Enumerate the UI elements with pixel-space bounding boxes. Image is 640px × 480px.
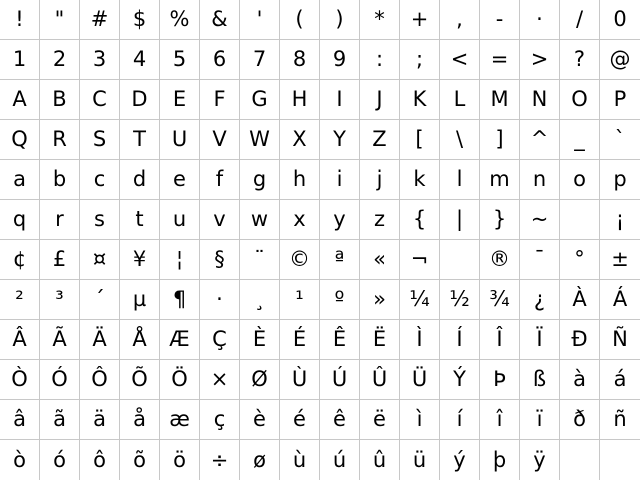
glyph-cell[interactable]: b <box>40 160 80 200</box>
glyph-cell[interactable]: Ë <box>360 320 400 360</box>
glyph-cell[interactable]: ^ <box>520 120 560 160</box>
glyph-cell[interactable]: V <box>200 120 240 160</box>
glyph-cell[interactable]: z <box>360 200 400 240</box>
glyph-cell[interactable]: ? <box>560 40 600 80</box>
glyph-cell[interactable]: Q <box>0 120 40 160</box>
glyph-cell[interactable]: ï <box>520 400 560 440</box>
glyph-cell[interactable]: Ò <box>0 360 40 400</box>
glyph-cell[interactable]: · <box>200 280 240 320</box>
glyph-cell[interactable]: * <box>360 0 400 40</box>
glyph-cell[interactable]: ³ <box>40 280 80 320</box>
glyph-cell[interactable]: 3 <box>80 40 120 80</box>
glyph-cell[interactable]: T <box>120 120 160 160</box>
glyph-cell[interactable]: µ <box>120 280 160 320</box>
glyph-cell[interactable]: " <box>40 0 80 40</box>
glyph-cell[interactable]: ú <box>320 440 360 480</box>
glyph-cell[interactable]: ¡ <box>600 200 640 240</box>
glyph-cell[interactable]: q <box>0 200 40 240</box>
glyph-cell[interactable]: Ü <box>400 360 440 400</box>
glyph-cell[interactable]: p <box>600 160 640 200</box>
glyph-cell[interactable]: Ã <box>40 320 80 360</box>
glyph-cell[interactable]: Ä <box>80 320 120 360</box>
glyph-cell[interactable]: } <box>480 200 520 240</box>
glyph-cell[interactable]: o <box>560 160 600 200</box>
glyph-cell[interactable]: \ <box>440 120 480 160</box>
glyph-cell[interactable]: % <box>160 0 200 40</box>
glyph-cell[interactable]: Í <box>440 320 480 360</box>
glyph-cell[interactable]: à <box>560 360 600 400</box>
glyph-cell[interactable] <box>560 440 600 480</box>
glyph-cell[interactable]: ¿ <box>520 280 560 320</box>
glyph-cell[interactable]: n <box>520 160 560 200</box>
glyph-cell[interactable]: Ö <box>160 360 200 400</box>
glyph-cell[interactable]: { <box>400 200 440 240</box>
glyph-cell[interactable]: ¹ <box>280 280 320 320</box>
glyph-cell[interactable]: , <box>440 0 480 40</box>
glyph-cell[interactable]: ª <box>320 240 360 280</box>
glyph-cell[interactable]: ß <box>520 360 560 400</box>
glyph-cell[interactable]: Î <box>480 320 520 360</box>
glyph-cell[interactable]: [ <box>400 120 440 160</box>
glyph-cell[interactable]: U <box>160 120 200 160</box>
glyph-cell[interactable]: $ <box>120 0 160 40</box>
glyph-cell[interactable]: j <box>360 160 400 200</box>
glyph-cell[interactable]: | <box>440 200 480 240</box>
glyph-cell[interactable]: ì <box>400 400 440 440</box>
glyph-cell[interactable]: Â <box>0 320 40 360</box>
glyph-cell[interactable]: - <box>480 0 520 40</box>
glyph-cell[interactable]: þ <box>480 440 520 480</box>
glyph-cell[interactable]: Ô <box>80 360 120 400</box>
glyph-cell[interactable]: Á <box>600 280 640 320</box>
glyph-cell[interactable]: 2 <box>40 40 80 80</box>
glyph-cell[interactable]: ç <box>200 400 240 440</box>
glyph-cell[interactable]: X <box>280 120 320 160</box>
glyph-cell[interactable]: ; <box>400 40 440 80</box>
glyph-cell[interactable]: Ø <box>240 360 280 400</box>
glyph-cell[interactable]: ¬ <box>400 240 440 280</box>
glyph-cell[interactable]: ° <box>560 240 600 280</box>
glyph-cell[interactable]: s <box>80 200 120 240</box>
glyph-cell[interactable]: é <box>280 400 320 440</box>
glyph-cell[interactable]: c <box>80 160 120 200</box>
glyph-cell[interactable]: ! <box>0 0 40 40</box>
glyph-cell[interactable]: O <box>560 80 600 120</box>
glyph-cell[interactable]: ¦ <box>160 240 200 280</box>
glyph-cell[interactable]: ½ <box>440 280 480 320</box>
glyph-cell[interactable]: » <box>360 280 400 320</box>
glyph-cell[interactable]: ¾ <box>480 280 520 320</box>
glyph-cell[interactable]: æ <box>160 400 200 440</box>
glyph-cell[interactable]: e <box>160 160 200 200</box>
glyph-cell[interactable]: ù <box>280 440 320 480</box>
glyph-cell[interactable]: R <box>40 120 80 160</box>
glyph-cell[interactable]: ¥ <box>120 240 160 280</box>
glyph-cell[interactable]: Y <box>320 120 360 160</box>
glyph-cell[interactable]: ö <box>160 440 200 480</box>
glyph-cell[interactable]: Þ <box>480 360 520 400</box>
glyph-cell[interactable]: P <box>600 80 640 120</box>
glyph-cell[interactable]: 4 <box>120 40 160 80</box>
glyph-cell[interactable]: õ <box>120 440 160 480</box>
glyph-cell[interactable]: : <box>360 40 400 80</box>
glyph-cell[interactable]: M <box>480 80 520 120</box>
glyph-cell[interactable]: è <box>240 400 280 440</box>
glyph-cell[interactable]: ü <box>400 440 440 480</box>
glyph-cell[interactable]: v <box>200 200 240 240</box>
glyph-cell[interactable]: ð <box>560 400 600 440</box>
glyph-cell[interactable]: I <box>320 80 360 120</box>
glyph-cell[interactable]: Æ <box>160 320 200 360</box>
glyph-cell[interactable]: g <box>240 160 280 200</box>
glyph-cell[interactable]: / <box>560 0 600 40</box>
glyph-cell[interactable]: D <box>120 80 160 120</box>
glyph-cell[interactable] <box>440 240 480 280</box>
glyph-cell[interactable]: F <box>200 80 240 120</box>
glyph-cell[interactable]: 0 <box>600 0 640 40</box>
glyph-cell[interactable]: G <box>240 80 280 120</box>
glyph-cell[interactable]: Ý <box>440 360 480 400</box>
glyph-cell[interactable]: Ç <box>200 320 240 360</box>
glyph-cell[interactable]: ¼ <box>400 280 440 320</box>
glyph-cell[interactable]: C <box>80 80 120 120</box>
glyph-cell[interactable]: 7 <box>240 40 280 80</box>
glyph-cell[interactable]: Û <box>360 360 400 400</box>
glyph-cell[interactable]: W <box>240 120 280 160</box>
glyph-cell[interactable]: K <box>400 80 440 120</box>
glyph-cell[interactable]: È <box>240 320 280 360</box>
glyph-cell[interactable]: ÷ <box>200 440 240 480</box>
glyph-cell[interactable]: + <box>400 0 440 40</box>
glyph-cell[interactable]: ² <box>0 280 40 320</box>
glyph-cell[interactable]: ® <box>480 240 520 280</box>
glyph-cell[interactable]: ' <box>240 0 280 40</box>
glyph-cell[interactable] <box>560 200 600 240</box>
glyph-cell[interactable]: u <box>160 200 200 240</box>
glyph-cell[interactable]: a <box>0 160 40 200</box>
glyph-cell[interactable]: ë <box>360 400 400 440</box>
glyph-cell[interactable]: ] <box>480 120 520 160</box>
glyph-cell[interactable]: r <box>40 200 80 240</box>
glyph-cell[interactable]: ò <box>0 440 40 480</box>
glyph-cell[interactable]: A <box>0 80 40 120</box>
glyph-cell[interactable]: á <box>600 360 640 400</box>
glyph-cell[interactable]: > <box>520 40 560 80</box>
glyph-cell[interactable]: É <box>280 320 320 360</box>
glyph-cell[interactable]: ÿ <box>520 440 560 480</box>
glyph-cell[interactable]: d <box>120 160 160 200</box>
glyph-cell[interactable]: Õ <box>120 360 160 400</box>
glyph-cell[interactable]: w <box>240 200 280 240</box>
glyph-cell[interactable]: Ð <box>560 320 600 360</box>
glyph-cell[interactable]: ê <box>320 400 360 440</box>
glyph-cell[interactable]: _ <box>560 120 600 160</box>
glyph-cell[interactable]: 1 <box>0 40 40 80</box>
glyph-cell[interactable]: H <box>280 80 320 120</box>
glyph-cell[interactable]: í <box>440 400 480 440</box>
glyph-cell[interactable]: © <box>280 240 320 280</box>
glyph-cell[interactable]: ó <box>40 440 80 480</box>
glyph-cell[interactable]: Ñ <box>600 320 640 360</box>
glyph-cell[interactable]: î <box>480 400 520 440</box>
glyph-cell[interactable]: À <box>560 280 600 320</box>
glyph-cell[interactable]: < <box>440 40 480 80</box>
glyph-cell[interactable]: ¯ <box>520 240 560 280</box>
glyph-cell[interactable]: · <box>520 0 560 40</box>
glyph-cell[interactable]: = <box>480 40 520 80</box>
glyph-cell[interactable]: E <box>160 80 200 120</box>
glyph-cell[interactable]: Ì <box>400 320 440 360</box>
glyph-cell[interactable]: x <box>280 200 320 240</box>
glyph-cell[interactable]: ¶ <box>160 280 200 320</box>
glyph-cell[interactable]: y <box>320 200 360 240</box>
glyph-cell[interactable]: N <box>520 80 560 120</box>
glyph-cell[interactable]: Ú <box>320 360 360 400</box>
glyph-cell[interactable]: ¢ <box>0 240 40 280</box>
glyph-cell[interactable]: Å <box>120 320 160 360</box>
glyph-cell[interactable]: ± <box>600 240 640 280</box>
glyph-cell[interactable]: 6 <box>200 40 240 80</box>
glyph-cell[interactable]: â <box>0 400 40 440</box>
glyph-cell[interactable]: Ê <box>320 320 360 360</box>
glyph-cell[interactable]: û <box>360 440 400 480</box>
glyph-cell[interactable]: ä <box>80 400 120 440</box>
glyph-cell[interactable]: × <box>200 360 240 400</box>
glyph-cell[interactable]: å <box>120 400 160 440</box>
glyph-cell[interactable]: ´ <box>80 280 120 320</box>
glyph-cell[interactable]: # <box>80 0 120 40</box>
glyph-cell[interactable]: ñ <box>600 400 640 440</box>
glyph-cell[interactable]: S <box>80 120 120 160</box>
glyph-cell[interactable]: º <box>320 280 360 320</box>
glyph-cell[interactable]: Ù <box>280 360 320 400</box>
glyph-cell[interactable]: § <box>200 240 240 280</box>
glyph-cell[interactable]: 5 <box>160 40 200 80</box>
glyph-cell[interactable]: ô <box>80 440 120 480</box>
glyph-cell[interactable]: ã <box>40 400 80 440</box>
glyph-cell[interactable]: ` <box>600 120 640 160</box>
glyph-cell[interactable]: ø <box>240 440 280 480</box>
glyph-cell[interactable]: @ <box>600 40 640 80</box>
glyph-cell[interactable]: B <box>40 80 80 120</box>
glyph-cell[interactable]: 9 <box>320 40 360 80</box>
glyph-cell[interactable]: Z <box>360 120 400 160</box>
glyph-cell[interactable]: m <box>480 160 520 200</box>
glyph-cell[interactable]: ý <box>440 440 480 480</box>
glyph-cell[interactable]: ( <box>280 0 320 40</box>
glyph-cell[interactable]: ¨ <box>240 240 280 280</box>
glyph-cell[interactable]: £ <box>40 240 80 280</box>
glyph-cell[interactable]: l <box>440 160 480 200</box>
glyph-cell[interactable]: & <box>200 0 240 40</box>
glyph-cell[interactable]: f <box>200 160 240 200</box>
glyph-cell[interactable]: L <box>440 80 480 120</box>
glyph-cell[interactable]: « <box>360 240 400 280</box>
glyph-cell[interactable]: i <box>320 160 360 200</box>
glyph-cell[interactable]: Ï <box>520 320 560 360</box>
glyph-cell[interactable]: Ó <box>40 360 80 400</box>
glyph-cell[interactable]: h <box>280 160 320 200</box>
glyph-cell[interactable]: t <box>120 200 160 240</box>
glyph-cell[interactable]: ¤ <box>80 240 120 280</box>
glyph-cell[interactable]: J <box>360 80 400 120</box>
glyph-cell[interactable]: ) <box>320 0 360 40</box>
glyph-cell[interactable]: k <box>400 160 440 200</box>
glyph-cell[interactable]: ~ <box>520 200 560 240</box>
glyph-cell[interactable]: 8 <box>280 40 320 80</box>
glyph-cell[interactable]: ¸ <box>240 280 280 320</box>
glyph-cell[interactable] <box>600 440 640 480</box>
